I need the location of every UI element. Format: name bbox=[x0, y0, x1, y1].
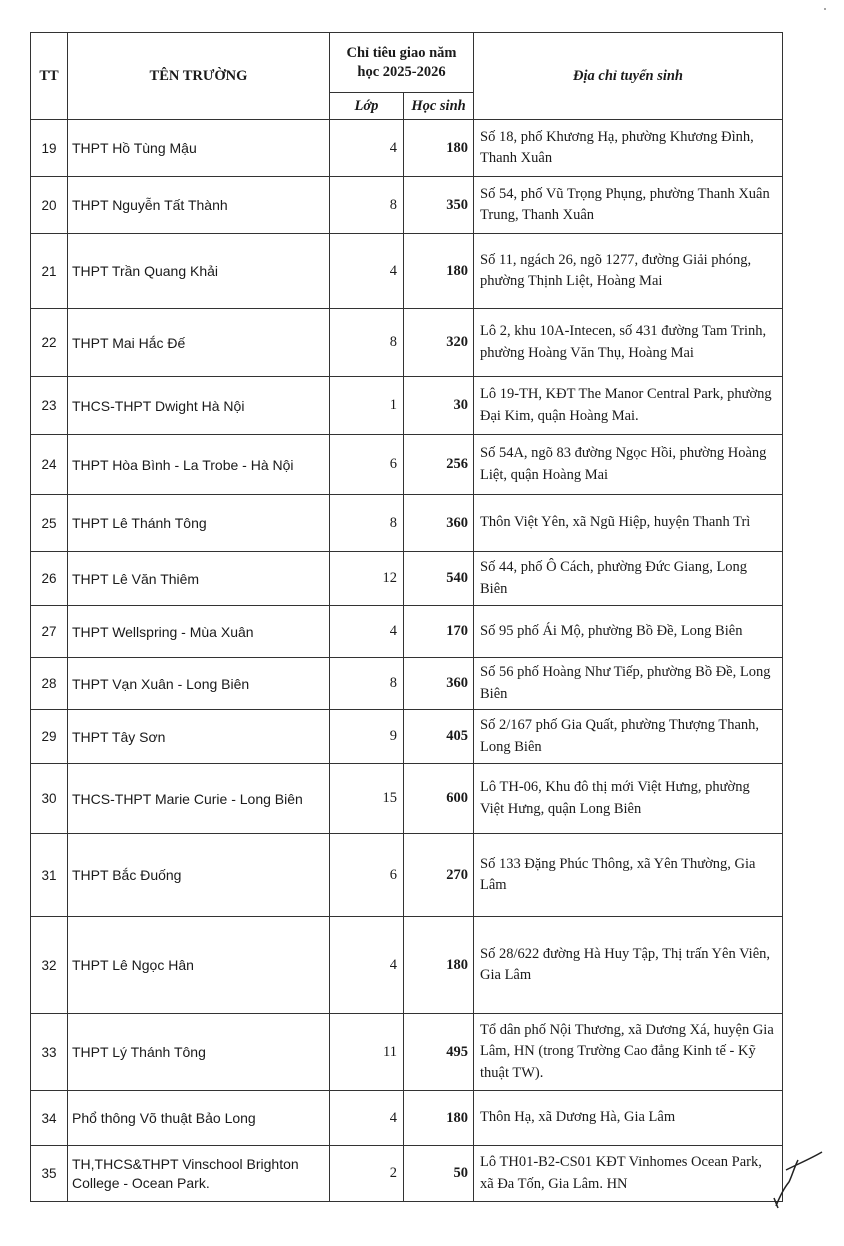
school-name: THPT Vạn Xuân - Long Biên bbox=[68, 658, 330, 710]
student-count: 30 bbox=[404, 377, 474, 435]
row-number: 24 bbox=[31, 435, 68, 495]
class-count: 4 bbox=[330, 917, 404, 1014]
class-count: 4 bbox=[330, 234, 404, 309]
table-row bbox=[31, 1091, 783, 1146]
enrollment-address: Số 133 Đặng Phúc Thông, xã Yên Thường, Gia Lâm bbox=[474, 834, 783, 917]
table-row bbox=[31, 606, 783, 658]
row-number: 28 bbox=[31, 658, 68, 710]
class-count: 4 bbox=[330, 120, 404, 177]
class-count: 8 bbox=[330, 177, 404, 234]
row-number: 30 bbox=[31, 764, 68, 834]
enrollment-address: Số 54A, ngõ 83 đường Ngọc Hồi, phường Hoàng Liệt, quận Hoàng Mai bbox=[474, 435, 783, 495]
school-quota-table bbox=[30, 32, 783, 1202]
enrollment-address: Lô 19-TH, KĐT The Manor Central Park, phường Đại Kim, quận Hoàng Mai. bbox=[474, 377, 783, 435]
class-count: 12 bbox=[330, 552, 404, 606]
table-row bbox=[31, 834, 783, 917]
table-row bbox=[31, 764, 783, 834]
class-count: 4 bbox=[330, 606, 404, 658]
header-tt: TT bbox=[31, 33, 68, 120]
row-number: 25 bbox=[31, 495, 68, 552]
school-name: THPT Lê Văn Thiêm bbox=[68, 552, 330, 606]
row-number: 33 bbox=[31, 1014, 68, 1091]
school-name: THPT Lý Thánh Tông bbox=[68, 1014, 330, 1091]
school-name: THPT Trần Quang Khải bbox=[68, 234, 330, 309]
class-count: 8 bbox=[330, 309, 404, 377]
enrollment-address: Thôn Việt Yên, xã Ngũ Hiệp, huyện Thanh Trì bbox=[474, 495, 783, 552]
header-dia-chi: Địa chỉ tuyển sinh bbox=[474, 33, 783, 120]
row-number: 23 bbox=[31, 377, 68, 435]
student-count: 270 bbox=[404, 834, 474, 917]
school-name: THPT Hồ Tùng Mậu bbox=[68, 120, 330, 177]
enrollment-address: Lô TH01-B2-CS01 KĐT Vinhomes Ocean Park, xã Đa Tốn, Gia Lâm. HN bbox=[474, 1146, 783, 1202]
table-row bbox=[31, 710, 783, 764]
enrollment-address: Số 95 phố Ái Mộ, phường Bồ Đề, Long Biên bbox=[474, 606, 783, 658]
header-hoc-sinh: Học sinh bbox=[404, 93, 474, 120]
enrollment-address: Số 56 phố Hoàng Như Tiếp, phường Bồ Đề, Long Biên bbox=[474, 658, 783, 710]
row-number: 29 bbox=[31, 710, 68, 764]
school-name: THPT Lê Thánh Tông bbox=[68, 495, 330, 552]
row-number: 21 bbox=[31, 234, 68, 309]
table-row bbox=[31, 377, 783, 435]
enrollment-address: Số 2/167 phố Gia Quất, phường Thượng Thanh, Long Biên bbox=[474, 710, 783, 764]
school-name: THCS-THPT Dwight Hà Nội bbox=[68, 377, 330, 435]
student-count: 495 bbox=[404, 1014, 474, 1091]
student-count: 320 bbox=[404, 309, 474, 377]
row-number: 26 bbox=[31, 552, 68, 606]
table-row bbox=[31, 552, 783, 606]
class-count: 4 bbox=[330, 1091, 404, 1146]
enrollment-address: Số 11, ngách 26, ngõ 1277, đường Giải phóng, phường Thịnh Liệt, Hoàng Mai bbox=[474, 234, 783, 309]
header-ten-truong: TÊN TRƯỜNG bbox=[68, 33, 330, 120]
student-count: 256 bbox=[404, 435, 474, 495]
class-count: 6 bbox=[330, 834, 404, 917]
student-count: 360 bbox=[404, 495, 474, 552]
document-page bbox=[30, 32, 782, 1202]
student-count: 180 bbox=[404, 234, 474, 309]
student-count: 170 bbox=[404, 606, 474, 658]
signature-initial-mark bbox=[764, 1150, 824, 1210]
enrollment-address: Thôn Hạ, xã Dương Hà, Gia Lâm bbox=[474, 1091, 783, 1146]
student-count: 50 bbox=[404, 1146, 474, 1202]
student-count: 180 bbox=[404, 120, 474, 177]
table-row bbox=[31, 1014, 783, 1091]
enrollment-address: Số 18, phố Khương Hạ, phường Khương Đình, Thanh Xuân bbox=[474, 120, 783, 177]
class-count: 8 bbox=[330, 658, 404, 710]
table-row bbox=[31, 435, 783, 495]
table-row bbox=[31, 177, 783, 234]
table-row bbox=[31, 234, 783, 309]
enrollment-address: Lô 2, khu 10A-Intecen, số 431 đường Tam Trinh, phường Hoàng Văn Thụ, Hoàng Mai bbox=[474, 309, 783, 377]
school-name: THPT Hòa Bình - La Trobe - Hà Nội bbox=[68, 435, 330, 495]
class-count: 15 bbox=[330, 764, 404, 834]
table-row bbox=[31, 120, 783, 177]
school-name: TH,THCS&THPT Vinschool Brighton College - Ocean Park. bbox=[68, 1146, 330, 1202]
class-count: 11 bbox=[330, 1014, 404, 1091]
header-chi-tieu: Chỉ tiêu giao năm học 2025-2026 bbox=[330, 33, 474, 93]
table-row bbox=[31, 309, 783, 377]
school-name: THCS-THPT Marie Curie - Long Biên bbox=[68, 764, 330, 834]
enrollment-address: Số 44, phố Ô Cách, phường Đức Giang, Long Biên bbox=[474, 552, 783, 606]
enrollment-address: Số 28/622 đường Hà Huy Tập, Thị trấn Yên Viên, Gia Lâm bbox=[474, 917, 783, 1014]
school-name: THPT Bắc Đuống bbox=[68, 834, 330, 917]
class-count: 2 bbox=[330, 1146, 404, 1202]
student-count: 360 bbox=[404, 658, 474, 710]
table-row bbox=[31, 917, 783, 1014]
row-number: 34 bbox=[31, 1091, 68, 1146]
student-count: 540 bbox=[404, 552, 474, 606]
school-name: Phổ thông Võ thuật Bảo Long bbox=[68, 1091, 330, 1146]
class-count: 8 bbox=[330, 495, 404, 552]
speck bbox=[824, 8, 826, 10]
row-number: 35 bbox=[31, 1146, 68, 1202]
row-number: 27 bbox=[31, 606, 68, 658]
student-count: 350 bbox=[404, 177, 474, 234]
school-name: THPT Mai Hắc Đế bbox=[68, 309, 330, 377]
table-row bbox=[31, 495, 783, 552]
row-number: 31 bbox=[31, 834, 68, 917]
class-count: 1 bbox=[330, 377, 404, 435]
school-name: THPT Nguyễn Tất Thành bbox=[68, 177, 330, 234]
student-count: 180 bbox=[404, 917, 474, 1014]
header-row bbox=[31, 33, 783, 93]
row-number: 19 bbox=[31, 120, 68, 177]
school-name: THPT Tây Sơn bbox=[68, 710, 330, 764]
table-row bbox=[31, 1146, 783, 1202]
enrollment-address: Lô TH-06, Khu đô thị mới Việt Hưng, phường Việt Hưng, quận Long Biên bbox=[474, 764, 783, 834]
class-count: 9 bbox=[330, 710, 404, 764]
enrollment-address: Tổ dân phố Nội Thương, xã Dương Xá, huyện Gia Lâm, HN (trong Trường Cao đẳng Kinh tế - Kỹ thuật TW). bbox=[474, 1014, 783, 1091]
student-count: 180 bbox=[404, 1091, 474, 1146]
header-lop: Lớp bbox=[330, 93, 404, 120]
table-body bbox=[31, 120, 783, 1202]
row-number: 32 bbox=[31, 917, 68, 1014]
row-number: 20 bbox=[31, 177, 68, 234]
enrollment-address: Số 54, phố Vũ Trọng Phụng, phường Thanh Xuân Trung, Thanh Xuân bbox=[474, 177, 783, 234]
class-count: 6 bbox=[330, 435, 404, 495]
table-row bbox=[31, 658, 783, 710]
school-name: THPT Wellspring - Mùa Xuân bbox=[68, 606, 330, 658]
student-count: 405 bbox=[404, 710, 474, 764]
student-count: 600 bbox=[404, 764, 474, 834]
school-name: THPT Lê Ngọc Hân bbox=[68, 917, 330, 1014]
row-number: 22 bbox=[31, 309, 68, 377]
